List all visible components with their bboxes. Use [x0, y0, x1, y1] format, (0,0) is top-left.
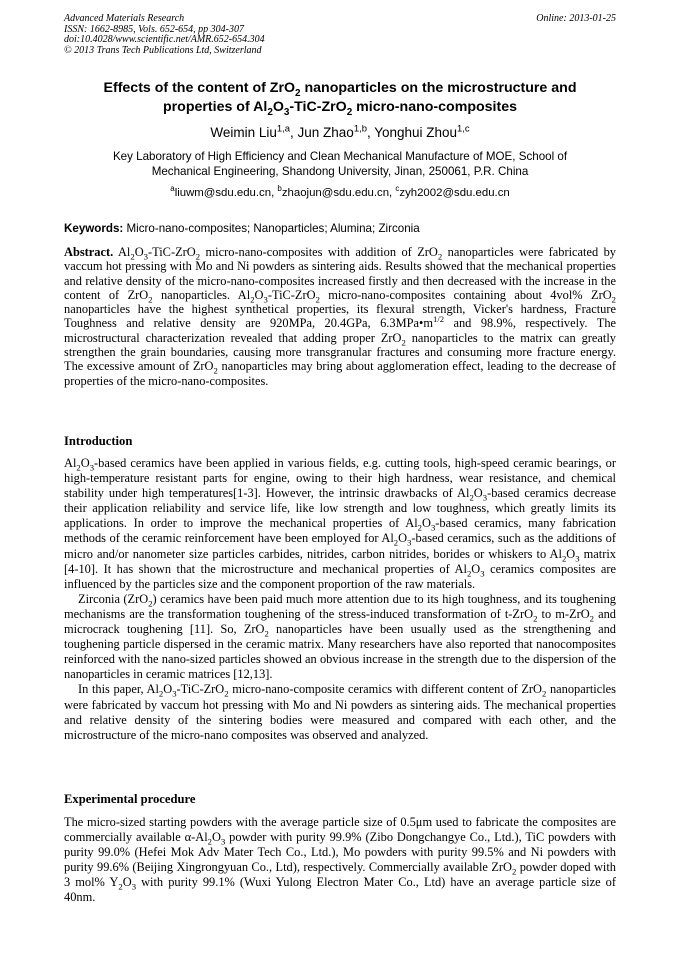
- author-name: Jun Zhao: [297, 125, 354, 140]
- journal-issn: ISSN: 1662-8985, Vols. 652-654, pp 304-307: [64, 23, 244, 35]
- author-emails: $^a$liuwm@sdu.edu.cn, $^b$zhaojun@sdu.edu.cn, $^c$zyh2002@sdu.edu.cn: [170, 184, 510, 199]
- journal-name: Advanced Materials Research: [64, 13, 185, 24]
- abstract: Abstract. $Al_2O_3-TiC-ZrO_2$ micro-nano-composites with addition of ZrO$_2$ nanoparticles were fabricated by vaccum hot pressing with Mo and Ni powders as sintering aids. Results showed that the mechanical properties and relative density of the micro-nano-composites increased firstly and then decreased with the increase in the content of ZrO$_2$ nanoparticles. $Al_2O_3-TiC-ZrO_2$ micro-nano-composites containing about 4vol% ZrO$_2$ nanoparticles have the highest synthetical properties, its flexural strength, Vicker's hardness, Fracture Toughness and relative density are 920MPa, 20.4GPa, $6.3MPa•m^{1/2}$ and 98.9%, respectively. The microstructural characterization revealed that adding proper ZrO$_2$ nanoparticles to the matrix can greatly strengthen the grain boundaries, causing more transgranular fractures and consuming more fracture energy. The excessive amount of ZrO$_2$ nanoparticles may bring about agglomeration effect, leading to the decrease of properties of the micro-nano-composites.: [64, 245, 617, 388]
- abstract-label: Abstract.: [64, 245, 114, 259]
- paper-title: [40, 79, 640, 117]
- author-list: Weimin Liu$^{1,a}$, Jun Zhao$^{1,b}$, Yonghui Zhou$^{1,c}$: [210, 123, 470, 140]
- keywords-label: Keywords:: [64, 222, 124, 235]
- email-link[interactable]: liuwm@sdu.edu.cn,: [174, 187, 278, 199]
- paragraph: The micro-sized starting powders with the average particle size of 0.5μm used to fabricate the composites are commercially available $\alpha-Al_2O_3$ powder with purity 99.9% (Zibo Dongchangye Co., Ltd.), TiC powders with purity 99.0% (Hefei Mok Adv Mater Tech Co., Ltd.), Mo powders with purity 99.5% and Ni powders with purity 99.6% (Beijing Xingrongyuan Co., Ltd), respectively. Commercially available ZrO$_2$ powder doped with 3 mol% $Y_2O_3$ with purity 99.1% (Wuxi Yulong Electron Mater Co., Ltd) have an average particle size of 40nm.: [64, 815, 617, 905]
- journal-header: [64, 14, 616, 56]
- keywords: [64, 221, 616, 236]
- title-line-2: properties of $Al_2O_3-TiC-ZrO_2$ micro-nano-composites: [162, 99, 517, 118]
- journal-doi: doi:10.4028/www.scientific.net/AMR.652-654.304: [64, 34, 265, 46]
- introduction-body: [64, 456, 616, 743]
- experimental-heading: Experimental procedure: [64, 792, 196, 806]
- title-line-1: Effects of the content of ZrO$_2$ nanoparticles on the microstructure and: [103, 80, 577, 99]
- online-date: Online: 2013-01-25: [536, 13, 616, 24]
- keywords-text: Micro-nano-composites; Nanoparticles; Alumina; Zirconia: [123, 222, 420, 235]
- experimental-body: [64, 815, 616, 906]
- journal-copyright: © 2013 Trans Tech Publications Ltd, Switzerland: [64, 44, 262, 56]
- email-link[interactable]: zhaojun@sdu.edu.cn,: [281, 187, 396, 199]
- paragraph: Zirconia (ZrO$_2$) ceramics have been paid much more attention due to its high toughness, and its toughening mechanisms are the transformation toughening of the stress-induced transformation of t-ZrO$_2$ to m-ZrO$_2$ and microcrack toughening [11]. So, ZrO$_2$ nanoparticles have been usually used as the strengthening and toughening particle dispersed in the ceramic matrix. Many researchers have also reported that nanocomposites reinforced with the nano-sized particles showed an obvious increase in the strength due to the dispersion of the nanoparticles in ceramic matrices [12,13].: [64, 591, 616, 682]
- author-name: Yonghui Zhou: [374, 125, 458, 140]
- paragraph: $Al_2O_3$-based ceramics have been applied in various fields, e.g. cutting tools, high-speed ceramic bearings, or high-temperature resistant parts for engine, owing to their high hardness, wear resistance, and chemical stability under high temperatures[1-3]. However, the intrinsic drawbacks of $Al_2O_3$-based ceramics decrease their application reliability and service life, like low strength and low toughness, which greatly limits its applications. In order to improve the mechanical properties of $Al_2O_3$-based ceramics, many fabrication methods of the ceramic reinforcement have been employed for $Al_2O_3$-based ceramics, such as the additions of micro and/or nanometer size particles carbides, nitrides, carbon nitrides, borides or whiskers to $Al_2O_3$ matrix [4-10]. It has shown that the microstructure and mechanical properties of $Al_2O_3$ ceramics composites are influenced by the particles size and the component proportion of the raw materials.: [64, 456, 616, 591]
- paragraph: In this paper, $Al_2O_3-TiC-ZrO_2$ micro-nano-composite ceramics with different content of ZrO$_2$ nanoparticles were fabricated by vaccum hot pressing with Mo and Ni powders as sintering aids. The mechanical properties and relative density of the sintering bodies were measured and compared with each other, and the microstructure of the micro-nano composites was observed and analyzed.: [64, 682, 616, 742]
- introduction-heading: Introduction: [64, 434, 133, 448]
- affiliation: Key Laboratory of High Efficiency and Clean Mechanical Manufacture of MOE, School of Mechanical Engineering, Shandong University, Jinan, 250061, P.R. China: [112, 150, 568, 179]
- author-name: Weimin Liu: [210, 125, 277, 140]
- email-link[interactable]: zyh2002@sdu.edu.cn: [399, 187, 510, 199]
